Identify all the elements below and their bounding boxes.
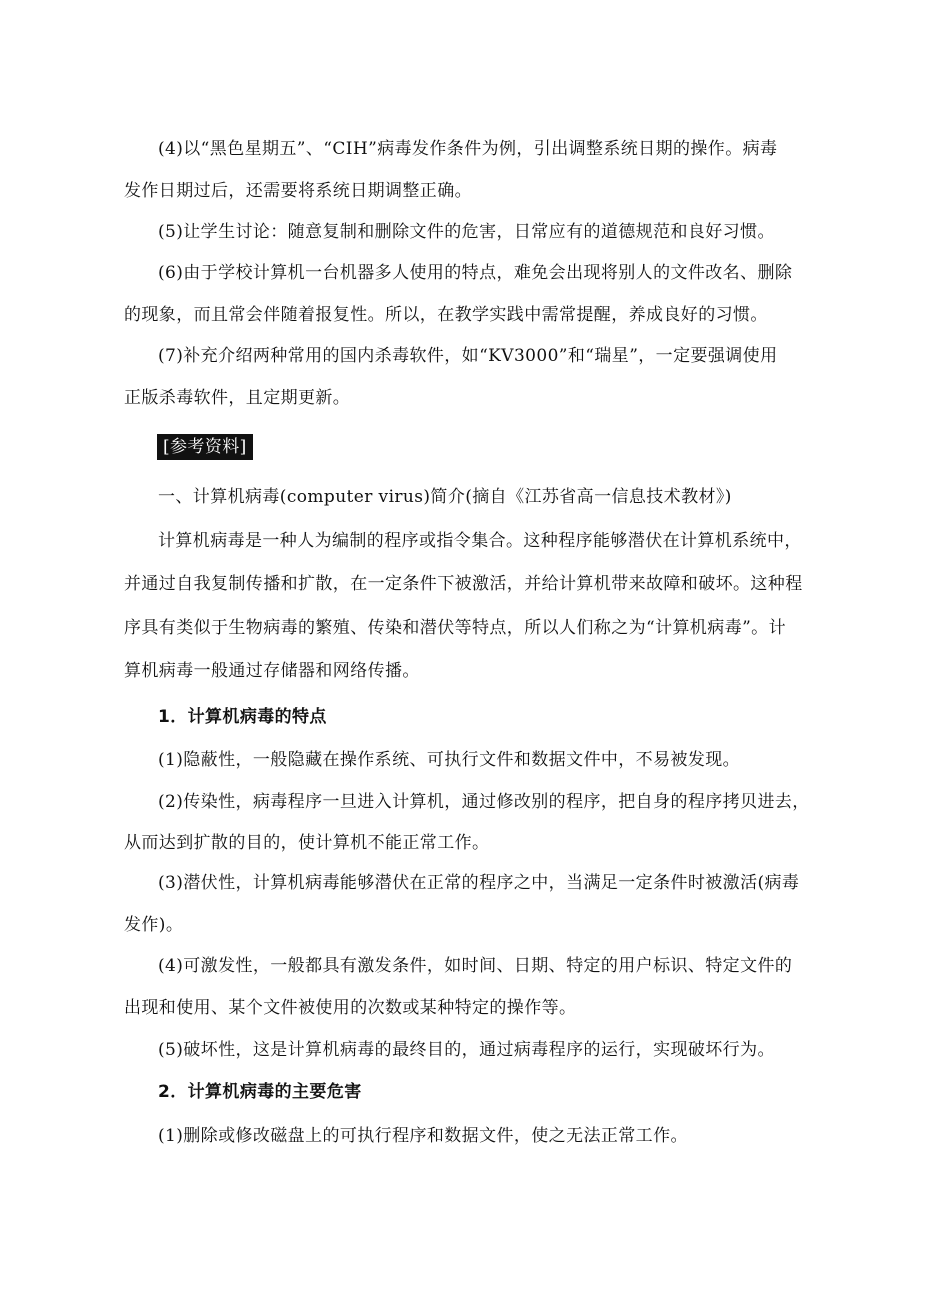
list-item: (4)可激发性，一般都具有激发条件，如时间、日期、特定的用户标识、特定文件的	[158, 956, 793, 976]
subsection-heading: 1．计算机病毒的特点	[158, 707, 327, 727]
paragraph-line: 的现象，而且常会伴随着报复性。所以，在教学实践中需常提醒，养成良好的习惯。	[124, 305, 768, 325]
paragraph-line: 正版杀毒软件，且定期更新。	[124, 388, 351, 408]
list-item: 发作)。	[124, 915, 184, 935]
subsection-heading: 2．计算机病毒的主要危害	[158, 1082, 362, 1102]
reference-label: [参考资料]	[157, 434, 253, 460]
list-item: 出现和使用、某个文件被使用的次数或某种特定的操作等。	[124, 998, 577, 1018]
list-item: (1)隐蔽性，一般隐藏在操作系统、可执行文件和数据文件中，不易被发现。	[158, 750, 741, 770]
paragraph-line: 序具有类似于生物病毒的繁殖、传染和潜伏等特点，所以人们称之为“计算机病毒”。计	[124, 618, 786, 638]
list-item: 从而达到扩散的目的，使计算机不能正常工作。	[124, 833, 490, 853]
list-item: (3)潜伏性，计算机病毒能够潜伏在正常的程序之中，当满足一定条件时被激活(病毒	[158, 873, 800, 893]
section-title: 一、计算机病毒(computer virus)简介(摘自《江苏省高一信息技术教材》)	[158, 487, 732, 507]
paragraph-line: (7)补充介绍两种常用的国内杀毒软件，如“KV3000”和“瑞星”，一定要强调使用	[158, 346, 778, 366]
paragraph-line: 发作日期过后，还需要将系统日期调整正确。	[124, 181, 472, 201]
paragraph-line: (6)由于学校计算机一台机器多人使用的特点，难免会出现将别人的文件改名、删除	[158, 263, 793, 283]
list-item: (1)删除或修改磁盘上的可执行程序和数据文件，使之无法正常工作。	[158, 1126, 688, 1146]
paragraph-line: 计算机病毒是一种人为编制的程序或指令集合。这种程序能够潜伏在计算机系统中，	[158, 531, 802, 551]
list-item: (2)传染性，病毒程序一旦进入计算机，通过修改别的程序，把自身的程序拷贝进去，	[158, 792, 810, 812]
paragraph-line: 并通过自我复制传播和扩散，在一定条件下被激活，并给计算机带来故障和破坏。这种程	[124, 574, 803, 594]
paragraph-line: (5)让学生讨论：随意复制和删除文件的危害，日常应有的道德规范和良好习惯。	[158, 222, 775, 242]
list-item: (5)破坏性，这是计算机病毒的最终目的，通过病毒程序的运行，实现破坏行为。	[158, 1040, 775, 1060]
paragraph-line: 算机病毒一般通过存储器和网络传播。	[124, 661, 420, 681]
paragraph-line: (4)以“黑色星期五”、“CIH”病毒发作条件为例，引出调整系统日期的操作。病毒	[158, 139, 778, 159]
